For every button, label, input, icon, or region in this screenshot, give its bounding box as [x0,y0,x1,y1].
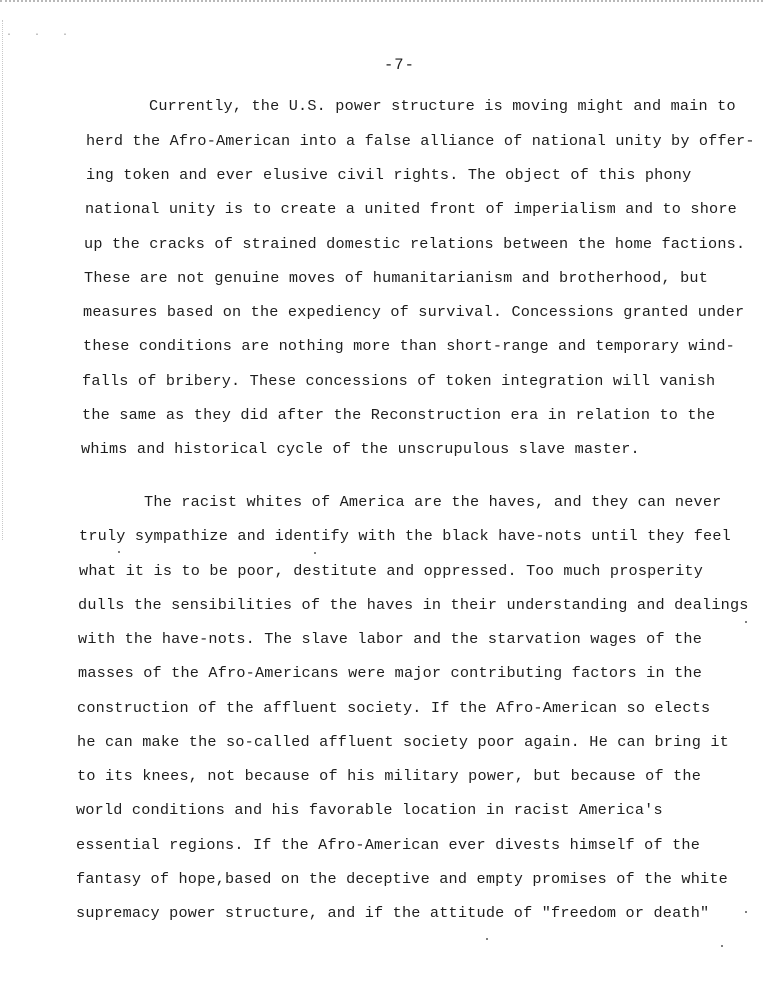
text-line: ing token and ever elusive civil rights. The object of this phony [86,166,692,184]
text-line: supremacy power structure, and if the attitude of "freedom or death" [76,904,710,922]
text-line: with the have-nots. The slave labor and the starvation wages of the [78,630,703,648]
scan-speck [745,621,747,623]
scan-corner-marks: · · · [6,30,77,41]
text-line: national unity is to create a united front of imperialism and to shore [85,200,737,218]
text-line: whims and historical cycle of the unscrupulous slave master. [81,440,640,458]
text-line: herd the Afro-American into a false alliance of national unity by offer- [86,132,755,150]
scan-speck [721,945,723,947]
text-line: These are not genuine moves of humanitarianism and brotherhood, but [84,269,709,287]
text-line: he can make the so-called affluent society poor again. He can bring it [77,733,729,751]
text-line: dulls the sensibilities of the haves in their understanding and dealings [78,596,749,614]
scan-speck [314,552,316,554]
page-number: -7- [384,56,415,74]
scan-speck [118,551,120,553]
scan-left-edge [2,20,4,540]
text-line: construction of the affluent society. If the Afro-American so elects [77,699,711,717]
text-line: masses of the Afro-Americans were major contributing factors in the [78,664,703,682]
text-line: The racist whites of America are the haves, and they can never [144,493,722,511]
text-line: fantasy of hope,based on the deceptive and empty promises of the white [76,870,728,888]
text-line: to its knees, not because of his military power, but because of the [77,767,702,785]
text-line: essential regions. If the Afro-American ever divests himself of the [76,836,701,854]
text-line: Currently, the U.S. power structure is moving might and main to [149,97,736,115]
text-line: measures based on the expediency of survival. Concessions granted under [83,303,745,321]
text-line: truly sympathize and identify with the black have-nots until they feel [79,527,731,545]
text-line: up the cracks of strained domestic relations between the home factions. [84,235,746,253]
text-line: world conditions and his favorable location in racist America's [76,801,663,819]
text-line: what it is to be poor, destitute and oppressed. Too much prosperity [79,562,704,580]
text-line: these conditions are nothing more than short-range and temporary wind- [83,337,735,355]
text-line: the same as they did after the Reconstruction era in relation to the [82,406,716,424]
text-line: falls of bribery. These concessions of token integration will vanish [82,372,716,390]
scan-speck [486,938,488,940]
scan-speck [745,911,747,913]
scan-top-edge [0,0,763,4]
